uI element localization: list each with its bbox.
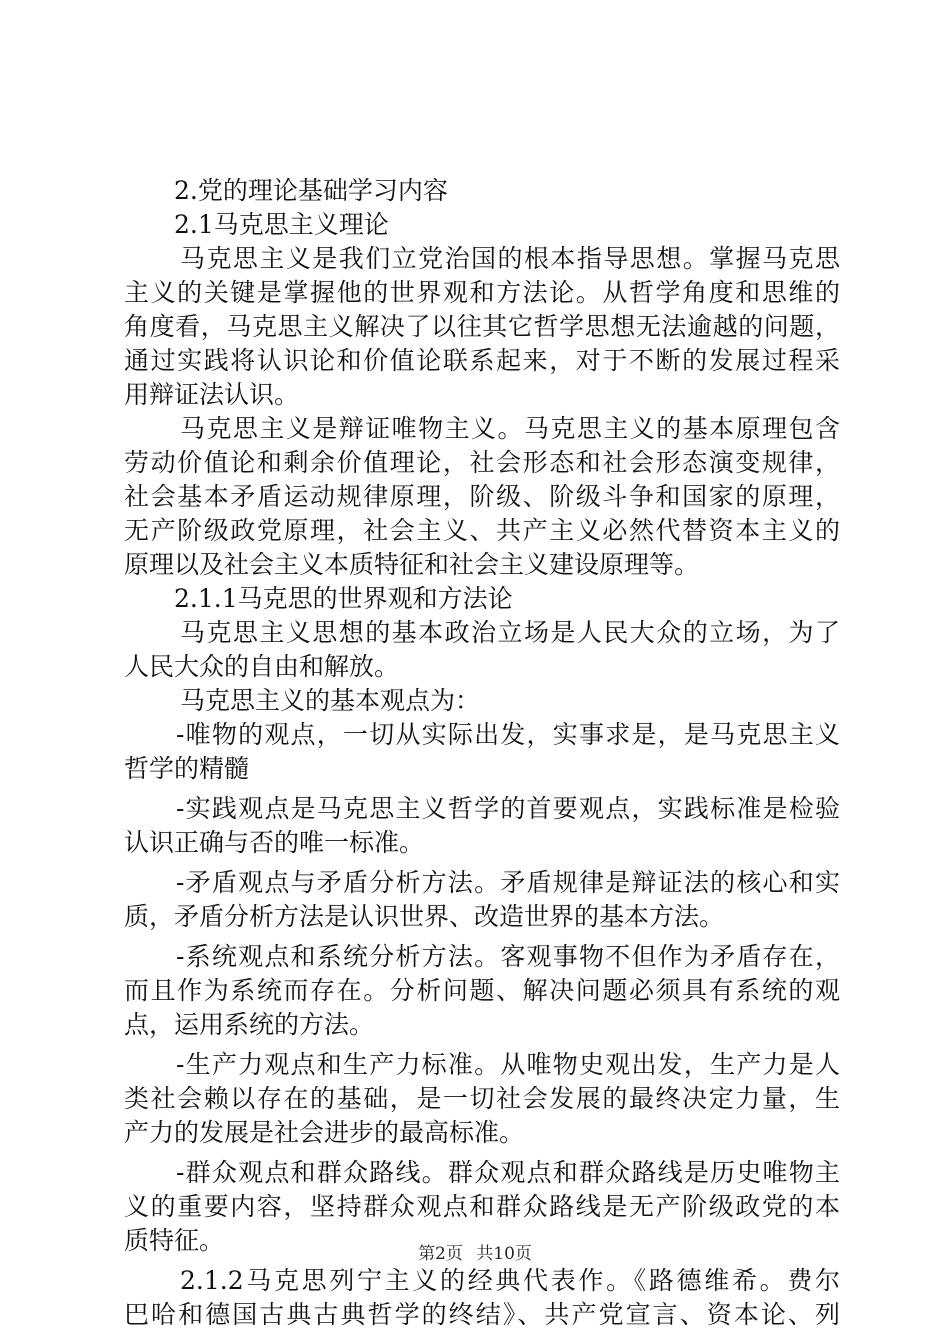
text-line: 2.1.2马克思列宁主义的经典代表作。《路德维希。费尔 xyxy=(180,1266,840,1295)
text-line: -唯物的观点，一切从实际出发，实事求是，是马克思主义 xyxy=(176,720,840,749)
text-line: 马克思主义是辩证唯物主义。马克思主义的基本原理包含 xyxy=(180,414,840,443)
text-line: -系统观点和系统分析方法。客观事物不但作为矛盾存在， xyxy=(176,942,840,971)
paragraph xyxy=(124,1156,840,1258)
text-line: 哲学的精髓 xyxy=(124,754,250,783)
paragraph xyxy=(124,242,840,412)
paragraph xyxy=(124,684,840,718)
text-line: 质，矛盾分析方法是认识世界、改造世界的基本方法。 xyxy=(124,902,725,931)
paragraph xyxy=(124,174,840,208)
text-line: 2.1马克思主义理论 xyxy=(174,210,389,239)
text-line: 认识正确与否的唯一标准。 xyxy=(124,828,425,857)
text-line: -矛盾观点与矛盾分析方法。矛盾规律是辩证法的核心和实 xyxy=(176,868,840,897)
paragraph xyxy=(124,582,840,616)
text-line: 劳动价值论和剩余价值理论，社会形态和社会形态演变规律， xyxy=(124,448,840,477)
document-body xyxy=(124,174,840,1332)
text-line: 主义的关键是掌握他的世界观和方法论。从哲学角度和思维的 xyxy=(124,278,840,307)
page-footer xyxy=(0,1244,950,1264)
text-line: 用辩证法认识。 xyxy=(124,380,300,409)
text-line: -群众观点和群众路线。群众观点和群众路线是历史唯物主 xyxy=(176,1158,840,1187)
text-line: 无产阶级政党原理，社会主义、共产主义必然代替资本主义的 xyxy=(124,516,840,545)
text-line: 马克思主义是我们立党治国的根本指导思想。掌握马克思 xyxy=(180,244,840,273)
text-line: 通过实践将认识论和价值论联系起来，对于不断的发展过程采 xyxy=(124,346,840,375)
text-line: 而且作为系统而存在。分析问题、解决问题必须具有系统的观 xyxy=(124,976,840,1005)
text-line: 马克思主义思想的基本政治立场是人民大众的立场，为了 xyxy=(180,618,840,647)
text-line: 类社会赖以存在的基础，是一切社会发展的最终决定力量，生 xyxy=(124,1084,840,1113)
text-line: -实践观点是马克思主义哲学的首要观点，实践标准是检验 xyxy=(176,794,840,823)
paragraph xyxy=(124,412,840,582)
paragraph xyxy=(124,940,840,1042)
text-line: 质特征。 xyxy=(124,1226,225,1255)
page-number: 第2页 xyxy=(418,1244,463,1264)
text-line: 义的重要内容，坚持群众观点和群众路线是无产阶级政党的本 xyxy=(124,1192,840,1221)
text-line: 社会基本矛盾运动规律原理，阶级、阶级斗争和国家的原理， xyxy=(124,482,840,511)
text-line: 产力的发展是社会进步的最高标准。 xyxy=(124,1118,525,1147)
text-line: 巴哈和德国古典古典哲学的终结》、共产党宣言、资本论、列 xyxy=(124,1300,840,1329)
text-line: 原理以及社会主义本质特征和社会主义建设原理等。 xyxy=(124,550,700,579)
paragraph xyxy=(124,1048,840,1150)
paragraph xyxy=(124,718,840,786)
text-line: 马克思主义的基本观点为： xyxy=(180,686,481,715)
text-line: 2.党的理论基础学习内容 xyxy=(174,176,448,205)
page-total: 共10页 xyxy=(476,1244,532,1264)
paragraph xyxy=(124,792,840,860)
text-line: 人民大众的自由和解放。 xyxy=(124,652,400,681)
text-line: 点，运用系统的方法。 xyxy=(124,1010,375,1039)
paragraph xyxy=(124,866,840,934)
paragraph xyxy=(124,1264,840,1332)
text-line: 2.1.1马克思的世界观和方法论 xyxy=(174,584,513,613)
text-line: 角度看，马克思主义解决了以往其它哲学思想无法逾越的问题， xyxy=(124,312,840,341)
paragraph xyxy=(124,208,840,242)
text-line: -生产力观点和生产力标准。从唯物史观出发，生产力是人 xyxy=(176,1050,840,1079)
paragraph xyxy=(124,616,840,684)
